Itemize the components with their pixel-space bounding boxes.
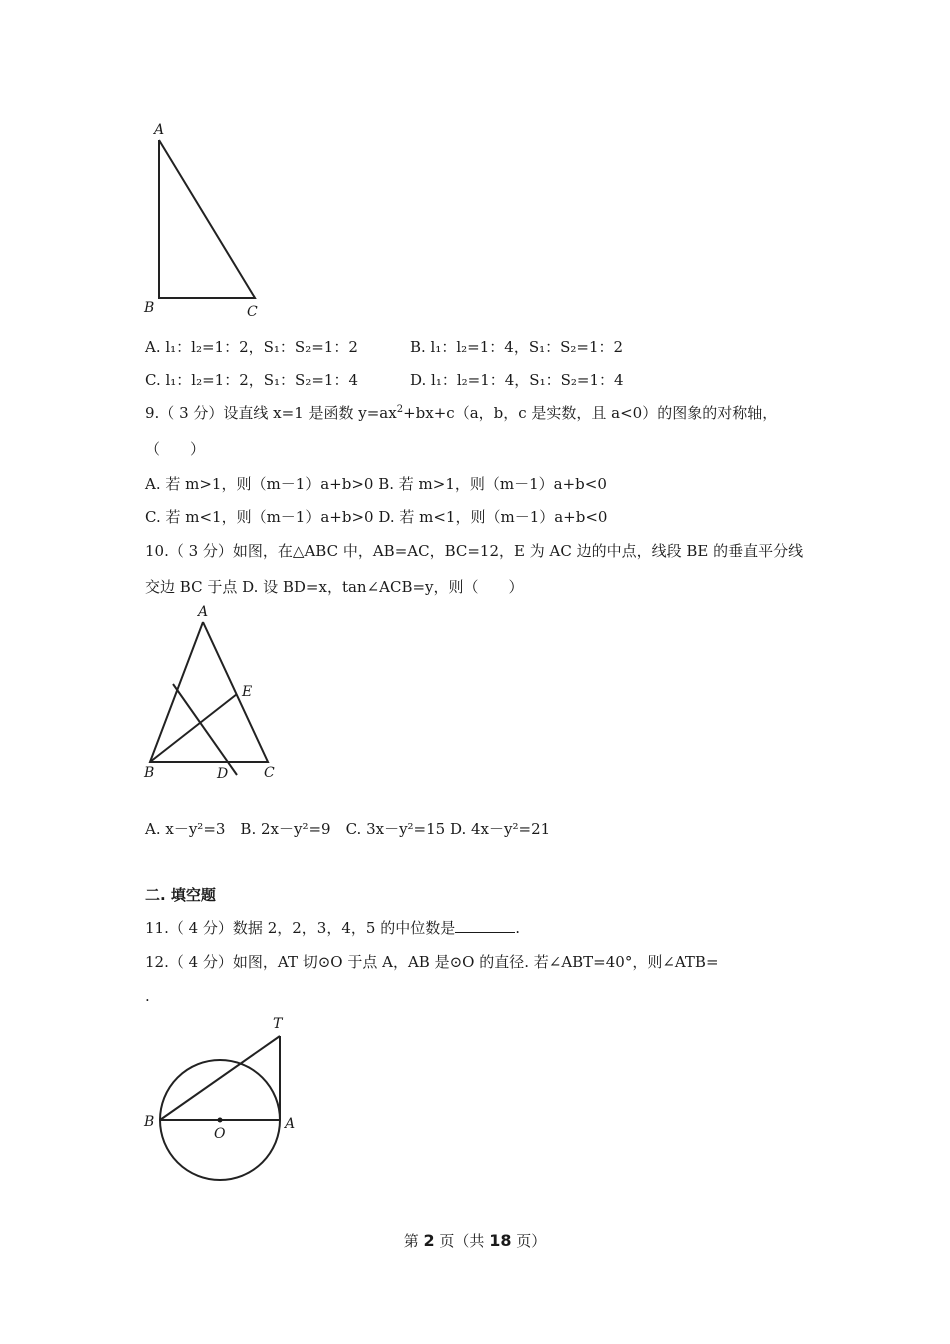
q12-stem: 12.（ 4 分）如图，AT 切⊙O 于点 A，AB 是⊙O 的直径. 若∠ABT=40°，则∠ATB= bbox=[145, 953, 719, 971]
q12-label-t: T bbox=[273, 1016, 283, 1032]
q10-stem-line1: 10.（ 3 分）如图，在△ABC 中，AB=AC，BC=12，E 为 AC 边的中点，线段 BE 的垂直平分线 bbox=[145, 542, 804, 560]
q10-label-c: C bbox=[264, 765, 275, 781]
q10-label-b: B bbox=[144, 765, 155, 781]
footer-page-number: 2 bbox=[423, 1231, 435, 1250]
q10-triangle-svg bbox=[140, 600, 290, 790]
q8-option-c: C. l₁：l₂=1：2，S₁：S₂=1：4 bbox=[145, 371, 358, 389]
q8-option-d: D. l₁：l₂=1：4，S₁：S₂=1：4 bbox=[410, 371, 624, 389]
q8-triangle-lines bbox=[159, 140, 255, 298]
q10-triangle-figure bbox=[140, 600, 290, 790]
q8-label-a: A bbox=[154, 122, 165, 138]
q9-stem-post: +bx+c（a，b，c 是实数，且 a<0）的图象的对称轴， bbox=[403, 404, 778, 422]
footer-pre: 第 bbox=[403, 1232, 419, 1250]
footer-mid: 页（共 bbox=[439, 1232, 485, 1250]
q8-label-c: C bbox=[247, 304, 258, 320]
q10-label-e: E bbox=[242, 684, 253, 700]
q12-circle-svg bbox=[140, 1010, 310, 1190]
q8-label-b: B bbox=[144, 300, 155, 316]
q11-stem-text: 11.（ 4 分）数据 2，2，3，4，5 的中位数是 bbox=[145, 919, 456, 937]
q9-stem-pre: 9.（ 3 分）设直线 x=1 是函数 y=ax bbox=[145, 404, 397, 422]
q12-center-dot bbox=[218, 1118, 223, 1123]
q12-label-a: A bbox=[285, 1116, 296, 1132]
q8-option-b: B. l₁：l₂=1：4，S₁：S₂=1：2 bbox=[410, 338, 624, 356]
q9-options-cd: C. 若 m<1，则（m－1）a+b>0 D. 若 m<1，则（m－1）a+b<0 bbox=[145, 508, 608, 526]
q10-stem-line2: 交边 BC 于点 D. 设 BD=x，tan∠ACB=y，则（ ） bbox=[145, 578, 524, 596]
q12-circle-figure bbox=[140, 1010, 310, 1190]
footer-total-pages: 18 bbox=[489, 1231, 512, 1250]
page-footer bbox=[0, 1230, 950, 1251]
q10-label-a: A bbox=[198, 604, 209, 620]
q10-options: A. x－y²=3 B. 2x－y²=9 C. 3x－y²=15 D. 4x－y²=21 bbox=[145, 820, 551, 838]
q12-label-o: O bbox=[214, 1126, 226, 1142]
q11-stem bbox=[145, 917, 520, 938]
q9-stem-sup: 2 bbox=[396, 404, 404, 415]
q12-tail: . bbox=[145, 987, 150, 1005]
section-title-fill-in: 二. 填空题 bbox=[145, 886, 216, 904]
q11-answer-blank bbox=[455, 918, 515, 933]
q8-triangle-figure bbox=[140, 118, 280, 328]
q8-triangle-svg bbox=[140, 118, 280, 328]
q8-option-a: A. l₁：l₂=1：2，S₁：S₂=1：2 bbox=[145, 338, 358, 356]
q12-label-b: B bbox=[144, 1114, 155, 1130]
q9-stem bbox=[145, 402, 777, 423]
q9-paren: （ ） bbox=[145, 440, 206, 458]
footer-post: 页） bbox=[516, 1232, 547, 1250]
q11-tail: . bbox=[515, 919, 520, 937]
q9-options-ab: A. 若 m>1，则（m－1）a+b>0 B. 若 m>1，则（m－1）a+b<0 bbox=[145, 475, 607, 493]
q10-label-d: D bbox=[217, 766, 229, 782]
